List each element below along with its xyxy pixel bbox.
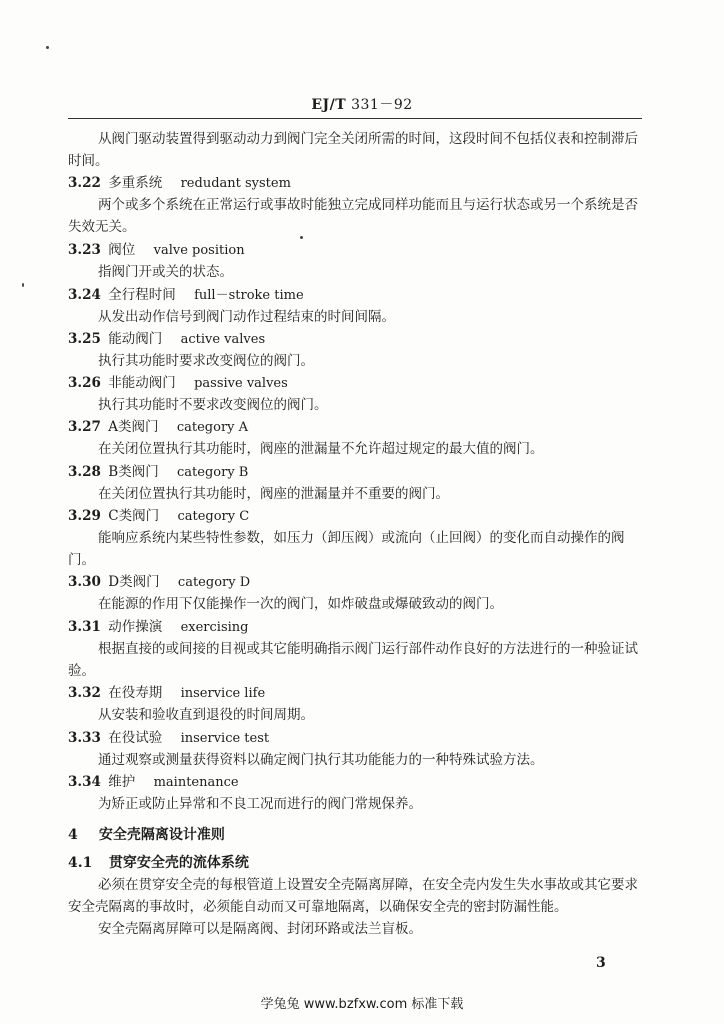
term-definition: 为矫正或防止异常和不良工况而进行的阀门常规保养。	[98, 796, 422, 812]
term-chinese: 在役寿期	[108, 685, 163, 701]
term-number: 3.27	[68, 419, 101, 435]
term-english: category D	[177, 575, 251, 590]
term-english: inservice life	[180, 686, 266, 701]
term-chinese: 多重系统	[108, 175, 163, 191]
term-english: category C	[177, 509, 250, 524]
term-heading	[68, 172, 642, 195]
term-chinese: A类阀门	[108, 419, 159, 435]
header-rule	[68, 118, 642, 119]
term-definition: 在关闭位置执行其功能时，阀座的泄漏量不允许超过规定的最大值的阀门。	[98, 441, 544, 457]
term-definition: 能响应系统内某些特性参数，如压力（卸压阀）或流向（止回阀）的变化而自动操作的阀门。	[68, 530, 625, 568]
page-number: 3	[596, 955, 606, 971]
term-number: 3.22	[68, 175, 101, 191]
term-heading	[68, 284, 642, 307]
term-english: passive valves	[194, 376, 288, 391]
term-heading	[68, 682, 642, 705]
subsection-heading	[68, 852, 249, 874]
term-number: 3.25	[68, 331, 101, 347]
term-english: active valves	[180, 332, 266, 347]
footer-watermark: 学兔兔 www.bzfxw.com 标准下载	[260, 997, 464, 1012]
term-definition: 在能源的作用下仅能操作一次的阀门，如炸破盘或爆破致动的阀门。	[98, 596, 503, 612]
section-title: 安全壳隔离设计准则	[98, 827, 225, 843]
term-english: maintenance	[153, 775, 239, 790]
term-definition: 在关闭位置执行其功能时，阀座的泄漏量并不重要的阀门。	[98, 486, 449, 502]
term-definition: 从发出动作信号到阀门动作过程结束的时间间隔。	[98, 309, 395, 325]
subsection-number: 4.1	[68, 855, 93, 871]
body-paragraph: 必须在贯穿安全壳的每根管道上设置安全壳隔离屏障，在安全壳内发生失水事故或其它要求安全壳隔离的事故时，必须能自动而又可靠地隔离，以确保安全壳的密封防漏性能。	[68, 877, 638, 915]
term-heading	[68, 571, 642, 594]
term-chinese: 在役试验	[108, 730, 163, 746]
body-paragraph: 安全壳隔离屏障可以是隔离阀、封闭环路或法兰盲板。	[98, 921, 422, 937]
term-definition: 通过观察或测量获得资料以确定阀门执行其功能能力的一种特殊试验方法。	[98, 752, 544, 768]
scan-speck	[46, 46, 49, 49]
term-english: inservice test	[180, 731, 270, 746]
term-definition: 指阀门开或关的状态。	[98, 264, 233, 280]
term-english: category A	[176, 420, 249, 435]
term-definition: 从安装和验收直到退役的时间周期。	[98, 707, 314, 723]
term-definition: 两个或多个系统在正常运行或事故时能独立完成同样功能而且与运行状态或另一个系统是否失效无关。	[68, 197, 638, 235]
term-number: 3.29	[68, 508, 101, 524]
subsection-title: 贯穿安全壳的流体系统	[108, 855, 249, 871]
term-heading	[68, 616, 642, 639]
standard-number: 331－92	[351, 97, 413, 113]
term-english: redudant system	[180, 176, 291, 191]
scan-speck	[300, 236, 303, 239]
standard-code: EJ/T	[311, 97, 347, 113]
term-chinese: B类阀门	[108, 464, 159, 480]
term-definition: 根据直接的或间接的目视或其它能明确指示阀门运行部件动作良好的方法进行的一种验证试验。	[68, 641, 638, 679]
term-number: 3.33	[68, 730, 101, 746]
section-number: 4	[68, 827, 78, 843]
term-english: full－stroke time	[194, 288, 304, 303]
term-chinese: 全行程时间	[108, 287, 176, 303]
term-chinese: 动作操演	[108, 619, 163, 635]
term-heading	[68, 416, 642, 439]
term-number: 3.31	[68, 619, 101, 635]
term-number: 3.30	[68, 574, 101, 590]
term-heading	[68, 505, 642, 528]
term-heading	[68, 461, 642, 484]
term-number: 3.28	[68, 464, 101, 480]
term-number: 3.24	[68, 287, 101, 303]
term-number: 3.32	[68, 685, 101, 701]
term-heading	[68, 727, 642, 750]
scan-speck	[22, 283, 24, 287]
term-english: exercising	[180, 620, 249, 635]
page-header	[0, 94, 724, 114]
term-chinese: 能动阀门	[108, 331, 163, 347]
term-chinese: 维护	[108, 774, 136, 790]
term-chinese: 阀位	[108, 242, 136, 258]
term-english: category B	[177, 465, 249, 480]
term-chinese: D类阀门	[108, 574, 160, 590]
term-number: 3.26	[68, 375, 101, 391]
term-number: 3.23	[68, 242, 101, 258]
term-definition: 执行其功能时要求改变阀位的阀门。	[98, 353, 314, 369]
term-heading	[68, 771, 642, 794]
term-english: valve position	[153, 243, 245, 258]
term-heading	[68, 372, 642, 395]
intro-paragraph: 从阀门驱动装置得到驱动动力到阀门完全关闭所需的时间，这段时间不包括仪表和控制滞后时间。	[68, 131, 638, 169]
term-heading	[68, 328, 642, 351]
section-heading	[68, 824, 225, 846]
term-heading	[68, 239, 642, 262]
term-definition: 执行其功能时不要求改变阀位的阀门。	[98, 397, 328, 413]
term-chinese: 非能动阀门	[108, 375, 176, 391]
term-number: 3.34	[68, 774, 101, 790]
term-chinese: C类阀门	[108, 508, 160, 524]
